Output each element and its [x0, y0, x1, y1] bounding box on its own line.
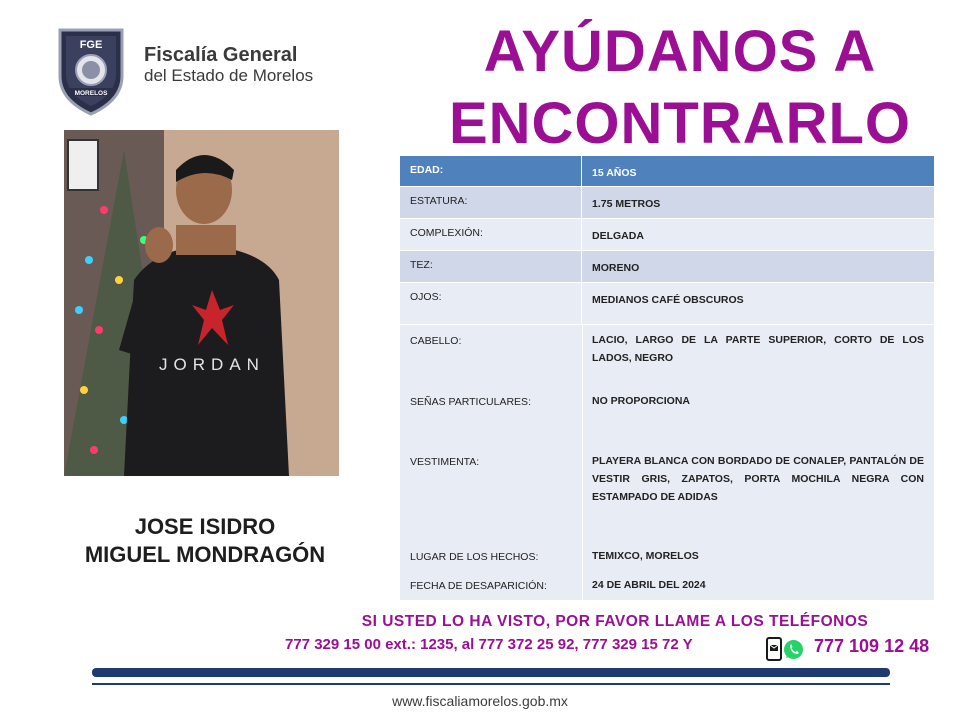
headline-line1: AYÚDANOS A: [483, 19, 877, 84]
description-table: [400, 156, 934, 600]
mobile-phone-icon: [766, 637, 782, 661]
organization-name: [144, 44, 313, 86]
ojos-value: MEDIANOS CAFÉ OBSCUROS: [592, 294, 744, 306]
missing-person-photo: [64, 130, 339, 476]
contact-instructions: SI USTED LO HA VISTO, POR FAVOR LLAME A LOS TELÉFONOS: [361, 613, 869, 630]
fge-shield-logo: [54, 24, 128, 116]
website-link[interactable]: www.fiscaliamorelos.gob.mx: [392, 693, 568, 709]
whatsapp-icon: [783, 639, 804, 660]
cabello-value: LACIO, LARGO DE LA PARTE SUPERIOR, CORTO DE LOS LADOS, NEGRO: [592, 334, 924, 364]
estatura-label: ESTATURA:: [400, 187, 582, 218]
row-complexion: [400, 219, 934, 251]
svg-text:JORDAN: JORDAN: [159, 355, 265, 374]
senas-label: SEÑAS PARTICULARES:: [410, 396, 531, 408]
footer-bar: [92, 668, 890, 677]
details-block: [400, 325, 934, 600]
svg-text:MORELOS: MORELOS: [74, 90, 108, 97]
footer-rule: [92, 683, 890, 685]
edad-label: EDAD:: [400, 156, 582, 186]
lugar-value: TEMIXCO, MORELOS: [592, 550, 699, 562]
person-name-line1: JOSE ISIDRO: [134, 514, 276, 539]
fecha-label: FECHA DE DESAPARICIÓN:: [410, 580, 547, 592]
org-name-line2: del Estado de Morelos: [144, 66, 314, 85]
row-estatura: [400, 187, 934, 219]
fecha-value: 24 DE ABRIL DEL 2024: [592, 579, 706, 591]
column-divider: [582, 325, 583, 600]
whatsapp-number: 777 109 12 48: [814, 636, 930, 656]
svg-text:FGE: FGE: [79, 39, 103, 51]
tez-label: TEZ:: [400, 251, 582, 282]
headline-line2: ENCONTRARLO: [448, 91, 912, 156]
vestimenta-value: PLAYERA BLANCA CON BORDADO DE CONALEP, PANTALÓN DE VESTIR GRIS, ZAPATOS, PORTA MOCHILA NEGRA CON ESTAMPADO DE ADIDAS: [592, 455, 924, 503]
ojos-label: OJOS:: [400, 283, 582, 324]
lugar-label: LUGAR DE LOS HECHOS:: [410, 551, 539, 563]
senas-value: NO PROPORCIONA: [592, 395, 691, 407]
complexion-label: COMPLEXIÓN:: [400, 219, 582, 250]
vestimenta-label: VESTIMENTA:: [410, 456, 480, 468]
row-ojos: [400, 283, 934, 325]
estatura-value: 1.75 METROS: [592, 198, 661, 210]
cabello-label: CABELLO:: [410, 335, 462, 347]
person-name-line2: MIGUEL MONDRAGÓN: [84, 542, 326, 567]
headline: [420, 16, 940, 160]
person-name: [60, 513, 350, 569]
edad-value: 15 AÑOS: [592, 167, 637, 179]
row-edad: [400, 156, 934, 187]
complexion-value: DELGADA: [592, 230, 644, 242]
row-tez: [400, 251, 934, 283]
tez-value: MORENO: [592, 262, 640, 274]
contact-phone-numbers: 777 329 15 00 ext.: 1235, al 777 372 25 92, 777 329 15 72 Y: [285, 636, 693, 653]
org-name-line1: Fiscalía General: [144, 44, 298, 66]
